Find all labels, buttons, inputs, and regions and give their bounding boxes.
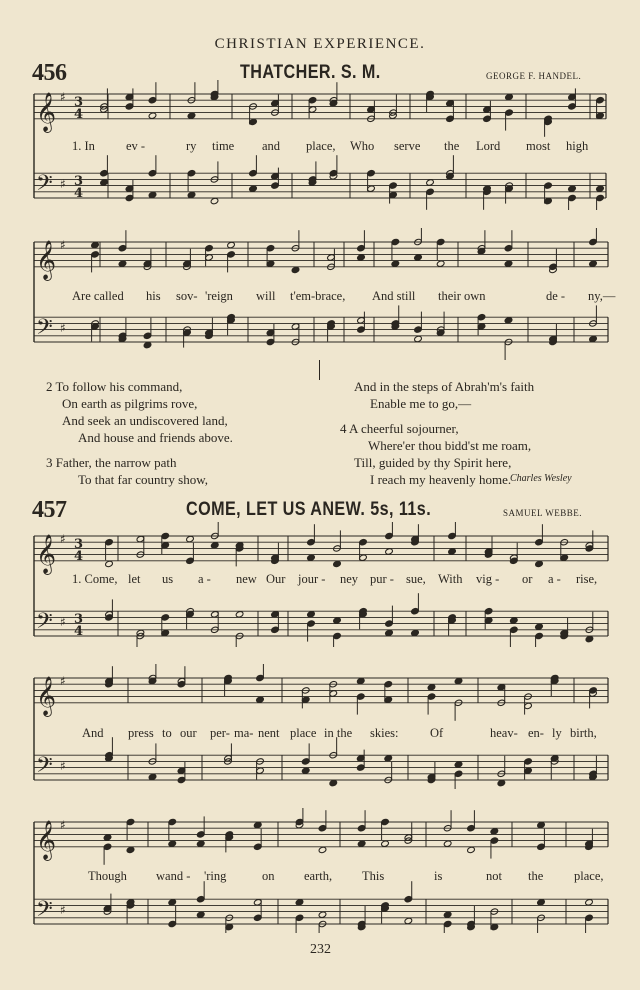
treble-clef-icon: 𝄞 bbox=[36, 533, 57, 574]
sharp-icon: ♯ bbox=[60, 238, 66, 252]
tune-title: THATCHER. S. M. bbox=[240, 62, 381, 83]
note-head bbox=[253, 821, 262, 828]
tune-title: COME, LET US ANEW. 5s, 11s. bbox=[186, 499, 432, 520]
note-head bbox=[585, 635, 594, 642]
note-head bbox=[357, 840, 366, 847]
lyric-syllable: place, bbox=[306, 139, 336, 153]
note-head bbox=[318, 846, 327, 853]
lyric-syllable: birth, bbox=[570, 726, 597, 740]
lyric-syllable: will bbox=[256, 289, 276, 303]
verse-line: 4 A cheerful sojourner, bbox=[340, 421, 459, 436]
note-head bbox=[256, 696, 265, 703]
lyric-syllable: per- bbox=[210, 726, 230, 740]
note-head bbox=[196, 911, 205, 918]
note-head bbox=[105, 560, 114, 567]
verse-line: And seek an undiscovered land, bbox=[62, 413, 228, 428]
lyrics-line bbox=[0, 289, 640, 305]
lyric-syllable: nent bbox=[258, 726, 280, 740]
verse-line: 3 Father, the narrow path bbox=[46, 455, 177, 470]
verse-line: Enable me to go,— bbox=[370, 396, 472, 411]
note-head bbox=[148, 191, 157, 198]
bass-clef-icon: 𝄢 bbox=[36, 897, 53, 927]
lyric-syllable: place, bbox=[574, 869, 604, 883]
note-head bbox=[318, 911, 327, 918]
lyric-syllable: 1. In bbox=[72, 139, 95, 153]
treble-clef-icon: 𝄞 bbox=[36, 675, 57, 716]
lyric-syllable: a - bbox=[548, 572, 561, 586]
treble-clef-icon: 𝄞 bbox=[36, 819, 57, 860]
verse-block bbox=[46, 378, 233, 488]
verse-line: On earth as pilgrims rove, bbox=[62, 396, 198, 411]
lyric-syllable: rise, bbox=[576, 572, 598, 586]
lyric-syllable: new bbox=[236, 572, 257, 586]
note-head bbox=[411, 629, 420, 636]
lyric-syllable: en- bbox=[528, 726, 544, 740]
note-head bbox=[291, 266, 300, 273]
note-head bbox=[307, 554, 316, 561]
note-head bbox=[143, 341, 152, 348]
lyric-syllable: pur - bbox=[370, 572, 394, 586]
note-head bbox=[196, 840, 205, 847]
note-head bbox=[589, 335, 598, 342]
lyric-syllable: serve bbox=[394, 139, 421, 153]
note-head bbox=[510, 617, 519, 624]
note-head bbox=[249, 185, 258, 192]
note-head bbox=[467, 846, 476, 853]
lyric-syllable: in the bbox=[324, 726, 353, 740]
bass-clef-icon: 𝄢 bbox=[36, 753, 53, 783]
lyric-syllable: the bbox=[528, 869, 544, 883]
lyrics-line bbox=[0, 572, 640, 588]
note-head bbox=[568, 185, 577, 192]
verse-line: To that far country show, bbox=[78, 472, 209, 487]
note-head bbox=[443, 911, 452, 918]
verse-line: And house and friends above. bbox=[78, 430, 233, 445]
lyric-syllable: time bbox=[212, 139, 235, 153]
lyric-syllable: high bbox=[566, 139, 589, 153]
note-head bbox=[211, 542, 220, 549]
lyric-syllable: ly bbox=[552, 726, 562, 740]
note-head bbox=[126, 846, 135, 853]
note-head bbox=[535, 623, 544, 630]
lyric-syllable: sov- bbox=[176, 289, 198, 303]
note-head bbox=[91, 241, 100, 248]
note-head bbox=[537, 821, 546, 828]
note-head bbox=[100, 179, 109, 186]
lyric-syllable: let bbox=[128, 572, 141, 586]
lyric-syllable: most bbox=[526, 139, 551, 153]
note-head bbox=[497, 779, 506, 786]
note-head bbox=[504, 260, 513, 267]
time-signature: 3 bbox=[74, 95, 84, 110]
lyric-syllable: Are called bbox=[72, 289, 124, 303]
lyrics-line bbox=[0, 869, 640, 885]
note-head bbox=[477, 248, 486, 255]
note-head bbox=[414, 335, 423, 342]
verse-divider bbox=[319, 360, 320, 380]
note-head bbox=[301, 767, 310, 774]
note-head bbox=[168, 899, 177, 906]
lyric-syllable: 'reign bbox=[205, 289, 233, 303]
note-head bbox=[329, 100, 338, 107]
bass-clef-icon: 𝄢 bbox=[36, 315, 53, 345]
lyrics-line bbox=[0, 139, 640, 155]
lyric-syllable: ma- bbox=[234, 726, 254, 740]
note-head bbox=[210, 197, 219, 204]
lyric-syllable: This bbox=[362, 869, 385, 883]
note-head bbox=[427, 684, 436, 691]
lyric-syllable: ny,— bbox=[588, 289, 616, 303]
note-head bbox=[118, 260, 127, 267]
lyric-syllable: to bbox=[162, 726, 172, 740]
note-head bbox=[443, 840, 452, 847]
lyric-syllable: his bbox=[146, 289, 161, 303]
time-signature: 4 bbox=[74, 549, 84, 564]
note-head bbox=[295, 899, 304, 906]
lyric-syllable: heav- bbox=[490, 726, 518, 740]
note-head bbox=[426, 179, 435, 186]
lyric-syllable: their own bbox=[438, 289, 486, 303]
sharp-icon: ♯ bbox=[60, 532, 66, 546]
lyrics-line bbox=[0, 726, 640, 742]
lyric-syllable: our bbox=[180, 726, 197, 740]
note-head bbox=[596, 185, 605, 192]
lyric-syllable: With bbox=[438, 572, 463, 586]
sharp-icon: ♯ bbox=[60, 674, 66, 688]
lyric-syllable: the bbox=[444, 139, 460, 153]
note-head bbox=[187, 191, 196, 198]
note-head bbox=[381, 840, 390, 847]
lyric-syllable: ry bbox=[186, 139, 197, 153]
verse-line: Till, guided by thy Spirit here, bbox=[354, 455, 512, 470]
lyric-syllable: us bbox=[162, 572, 174, 586]
note-head bbox=[490, 828, 499, 835]
lyric-syllable: and bbox=[262, 139, 281, 153]
note-head bbox=[436, 260, 445, 267]
bass-clef-icon: 𝄢 bbox=[36, 609, 53, 639]
lyric-syllable: Our bbox=[266, 572, 286, 586]
lyric-syllable: skies: bbox=[370, 726, 399, 740]
sharp-icon: ♯ bbox=[60, 759, 66, 774]
hymn-number: 457 bbox=[32, 497, 67, 523]
verse-line: 2 To follow his command, bbox=[46, 379, 183, 394]
treble-clef-icon: 𝄞 bbox=[36, 91, 57, 132]
lyric-syllable: a - bbox=[198, 572, 211, 586]
time-signature: 3 bbox=[74, 612, 84, 628]
note-head bbox=[404, 917, 413, 924]
treble-clef-icon: 𝄞 bbox=[36, 239, 57, 280]
note-head bbox=[333, 560, 342, 567]
verse-line: And in the steps of Abrah'm's faith bbox=[354, 379, 535, 394]
sharp-icon: ♯ bbox=[60, 90, 66, 104]
sharp-icon: ♯ bbox=[60, 177, 66, 192]
note-head bbox=[535, 560, 544, 567]
note-head bbox=[357, 254, 366, 261]
sharp-icon: ♯ bbox=[60, 321, 66, 336]
note-head bbox=[329, 779, 338, 786]
lyric-syllable: wand - bbox=[156, 869, 191, 883]
time-signature: 3 bbox=[74, 537, 84, 552]
lyric-syllable: or bbox=[522, 572, 533, 586]
page-number: 232 bbox=[310, 942, 331, 957]
lyric-syllable: 'ring bbox=[204, 869, 227, 883]
lyric-syllable: Of bbox=[430, 726, 444, 740]
note-head bbox=[307, 611, 316, 618]
note-head bbox=[148, 112, 157, 119]
note-head bbox=[448, 548, 457, 555]
running-head: CHRISTIAN EXPERIENCE. bbox=[214, 36, 426, 52]
lyric-syllable: vig - bbox=[476, 572, 500, 586]
lyric-syllable: ev - bbox=[126, 139, 146, 153]
lyric-syllable: Though bbox=[88, 869, 127, 883]
lyric-syllable: t'em-brace, bbox=[290, 289, 346, 303]
note-head bbox=[585, 899, 594, 906]
composer-name: SAMUEL WEBBE. bbox=[503, 508, 583, 518]
lyric-syllable: sue, bbox=[406, 572, 426, 586]
verse-line: I reach my heavenly home. bbox=[370, 472, 512, 487]
note-head bbox=[103, 834, 112, 841]
verse-line: Where'er thou bidd'st me roam, bbox=[368, 438, 532, 453]
note-head bbox=[385, 629, 394, 636]
verse-block bbox=[340, 378, 534, 488]
note-head bbox=[168, 840, 177, 847]
note-head bbox=[537, 899, 546, 906]
note-head bbox=[187, 112, 196, 119]
time-signature: 3 bbox=[74, 174, 84, 190]
note-head bbox=[589, 260, 598, 267]
note-head bbox=[446, 173, 455, 180]
sharp-icon: ♯ bbox=[60, 818, 66, 832]
note-head bbox=[235, 611, 244, 618]
note-head bbox=[148, 677, 157, 684]
note-head bbox=[414, 254, 423, 261]
sharp-icon: ♯ bbox=[60, 615, 66, 630]
hymn-author: Charles Wesley bbox=[510, 473, 572, 484]
note-head bbox=[384, 755, 393, 762]
note-head bbox=[505, 93, 514, 100]
note-head bbox=[385, 548, 394, 555]
lyric-syllable: And bbox=[82, 726, 104, 740]
bass-clef-icon: 𝄢 bbox=[36, 171, 53, 201]
lyric-syllable: on bbox=[262, 869, 275, 883]
lyric-syllable: Lord bbox=[476, 139, 501, 153]
lyric-syllable: not bbox=[486, 869, 502, 883]
note-head bbox=[186, 535, 195, 542]
time-signature: 4 bbox=[74, 107, 84, 122]
lyric-syllable: place bbox=[290, 726, 317, 740]
lyric-syllable: And still bbox=[372, 289, 416, 303]
sharp-icon: ♯ bbox=[60, 903, 66, 918]
note-head bbox=[454, 677, 463, 684]
note-head bbox=[454, 761, 463, 768]
lyric-syllable: Who bbox=[350, 139, 375, 153]
lyric-syllable: ney bbox=[340, 572, 359, 586]
lyric-syllable: press bbox=[128, 726, 154, 740]
lyric-syllable: earth, bbox=[304, 869, 333, 883]
note-head bbox=[148, 773, 157, 780]
note-head bbox=[356, 677, 365, 684]
note-head bbox=[391, 260, 400, 267]
note-head bbox=[227, 241, 236, 248]
lyric-syllable: is bbox=[434, 869, 443, 883]
lyric-syllable: 1. Come, bbox=[72, 572, 118, 586]
time-signature: 4 bbox=[74, 186, 84, 202]
composer-name: GEORGE F. HANDEL. bbox=[486, 71, 582, 81]
note-head bbox=[550, 755, 559, 762]
note-head bbox=[504, 317, 513, 324]
hymn-number: 456 bbox=[32, 60, 67, 86]
time-signature: 4 bbox=[74, 624, 84, 640]
note-head bbox=[436, 329, 445, 336]
lyric-syllable: jour - bbox=[298, 572, 326, 586]
lyric-syllable: de - bbox=[546, 289, 566, 303]
note-head bbox=[333, 617, 342, 624]
